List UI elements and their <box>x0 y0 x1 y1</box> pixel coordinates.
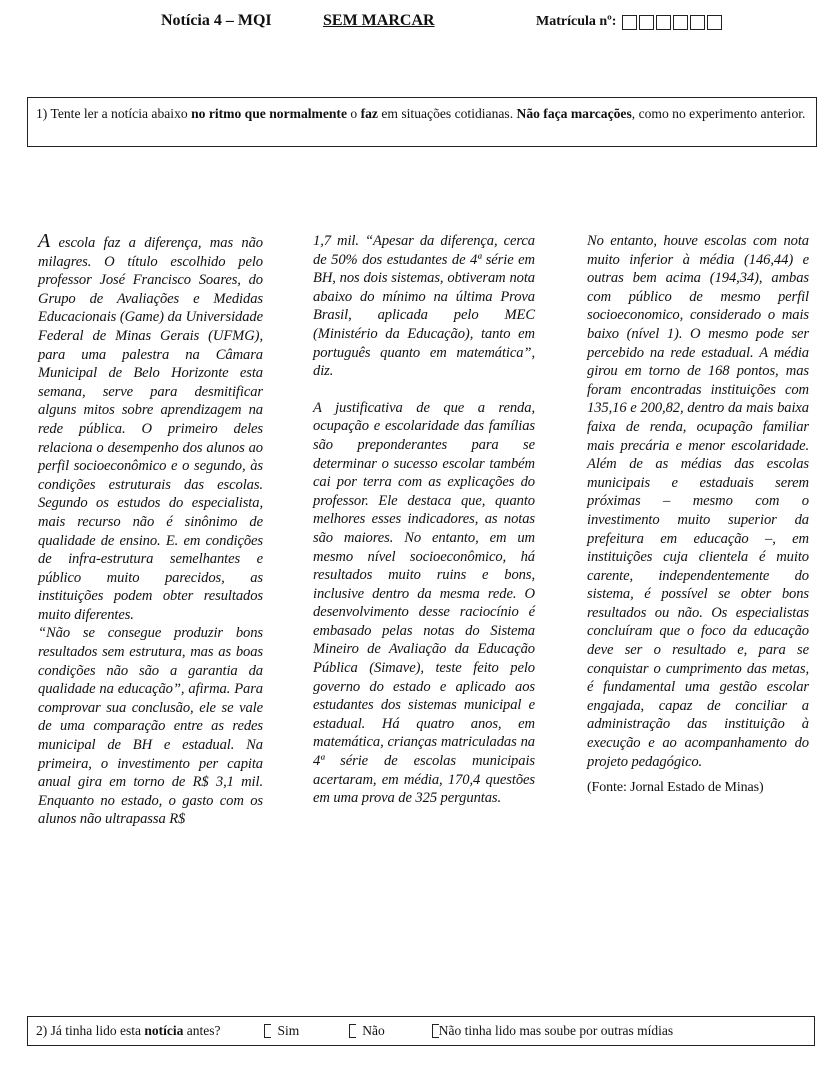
checkbox-sim[interactable] <box>264 1024 271 1038</box>
drop-cap: A <box>38 230 51 252</box>
instruction-text: o <box>347 106 361 121</box>
question-text: antes? <box>183 1023 221 1038</box>
status-label: SEM MARCAR <box>323 12 435 29</box>
matricula-box[interactable] <box>639 15 654 30</box>
question-2-box <box>27 1016 815 1046</box>
instruction-bold: Não faça marcações <box>516 106 632 121</box>
instruction-text: 1) Tente ler a notícia abaixo <box>36 106 192 121</box>
option-outras-midias[interactable] <box>432 1023 673 1039</box>
instruction-bold: faz <box>360 106 378 121</box>
instruction-text: em situações cotidianas. <box>377 106 517 121</box>
instruction-text: , como no experimento anterior. <box>631 106 806 121</box>
article-column-3 <box>587 232 809 798</box>
matricula-box[interactable] <box>656 15 671 30</box>
article-paragraph: 1,7 mil. “Apesar da diferença, cerca de 50% dos estudantes de 4ª série em BH, nos dois sistemas, obtiveram nota abaixo do mínimo na última Prova Brasil, aplicada pelo MEC (Ministério da Educação), tanto em português quanto em matemática”, diz. <box>313 233 535 380</box>
option-sim[interactable] <box>264 1023 299 1039</box>
matricula-box[interactable] <box>622 15 637 30</box>
matricula-box[interactable] <box>707 15 722 30</box>
matricula-box[interactable] <box>673 15 688 30</box>
matricula-label: Matrícula nº: <box>536 14 617 29</box>
page-header <box>0 10 838 38</box>
article-column-2 <box>313 232 535 808</box>
matricula-box[interactable] <box>690 15 705 30</box>
matricula-field <box>536 14 724 30</box>
question-text: 2) Já tinha lido esta <box>36 1023 145 1038</box>
article-paragraph <box>38 232 263 624</box>
page-title: Notícia 4 – MQI <box>161 12 272 29</box>
article-paragraph: No entanto, houve escolas com nota muito inferior à média (146,44) e outras bem acima (194,34), ambas com público de mesmo perfil socioeconomico, considerado o mais baixo (nível 1). O mesmo pode ser percebido na rede estadual. A média girou em torno de 168 pontos, mas foram encontradas instituições com 135,16 e 200,82, dentro da mais baixa faixa de renda, ocupação familiar mais precária e menor escolaridade. Além de as médias das escolas municipais e estaduais serem próximas – mesmo com o investimento muito superior da prefeitura em educação –, em instituições cuja clientela é muito carente, independentemente do sistema, é possível se obter bons resultados ou não. Os especialistas concluíram que o foco da educação deve ser o resultado e, para se conquistar o cumprimento das metas, é fundamental uma gestão escolar engajada, capaz de conciliar a administração das instituição à execução e ao acompanhamento do projeto pedagógico. <box>587 233 809 770</box>
question-2-label <box>36 1023 220 1039</box>
article-paragraph: A justificativa de que a renda, ocupação e escolaridade das famílias são preponderantes para se determinar o sucesso escolar também cai por terra com as explicações do professor. Ele destaca que, quanto melhores esses indicadores, as notas são maiores. No entanto, em um mesmo nível socioeconômico, há resultados muito ruins e bons, inclusive dentro da mesma rede. O desenvolvimento desse raciocínio é embasado pelas notas do Sistema Mineiro de Avaliação da Educação Pública (Simave), teste feito pelo governo do estado e aplicado aos estudantes dos sistemas municipal e estadual. Há quatro anos, em matemática, crianças matriculadas na 4ª série de escolas municipais acertaram, em média, 170,4 questões em uma prova de 325 perguntas. <box>313 399 535 807</box>
question-bold: notícia <box>144 1023 184 1038</box>
article-column-1 <box>38 232 263 829</box>
option-nao[interactable] <box>349 1023 385 1039</box>
paragraph-text: escola faz a diferença, mas não milagres. O título escolhido pelo professor José Francisco Soares, do Grupo de Avaliações e Medidas Educacionais (Game) da Universidade Federal de Minas Gerais (UFMG), para uma palestra na Câmara Municipal de Belo Horizonte esta semana, serve para desmitificar alguns mitos sobre aprendizagem na rede pública. O primeiro deles relaciona o desempenho dos alunos ao perfil socioeconômico e o segundo, às condições estruturais das escolas. Segundo os estudos do especialista, mais recurso não é sinônimo de qualidade de ensino. E. em condições de infra-estrutura semelhantes e público muito parecidos, as instituições podem obter resultados muito diferentes. <box>38 235 263 623</box>
matricula-boxes[interactable] <box>622 15 724 30</box>
option-nao-label: Não <box>362 1023 385 1038</box>
option-sim-label: Sim <box>277 1023 300 1038</box>
checkbox-nao[interactable] <box>349 1024 356 1038</box>
checkbox-outras-midias[interactable] <box>432 1024 439 1038</box>
instruction-bold: no ritmo que normalmente <box>191 106 347 121</box>
article-source: (Fonte: Jornal Estado de Minas) <box>587 780 764 796</box>
option-outras-midias-label: Não tinha lido mas soube por outras mídias <box>438 1023 674 1038</box>
instruction-box <box>27 97 817 147</box>
article-paragraph: “Não se consegue produzir bons resultados sem estrutura, mas as boas condições não são a garantia da qualidade na educação”, afirma. Para comprovar sua conclusão, ele se vale de uma comparação entre as redes municipal de BH e estadual. Na primeira, o investimento per capita anual gira em torno de R$ 3,1 mil. Enquanto no estado, o gasto com os alunos não ultrapassa R$ <box>38 625 263 828</box>
